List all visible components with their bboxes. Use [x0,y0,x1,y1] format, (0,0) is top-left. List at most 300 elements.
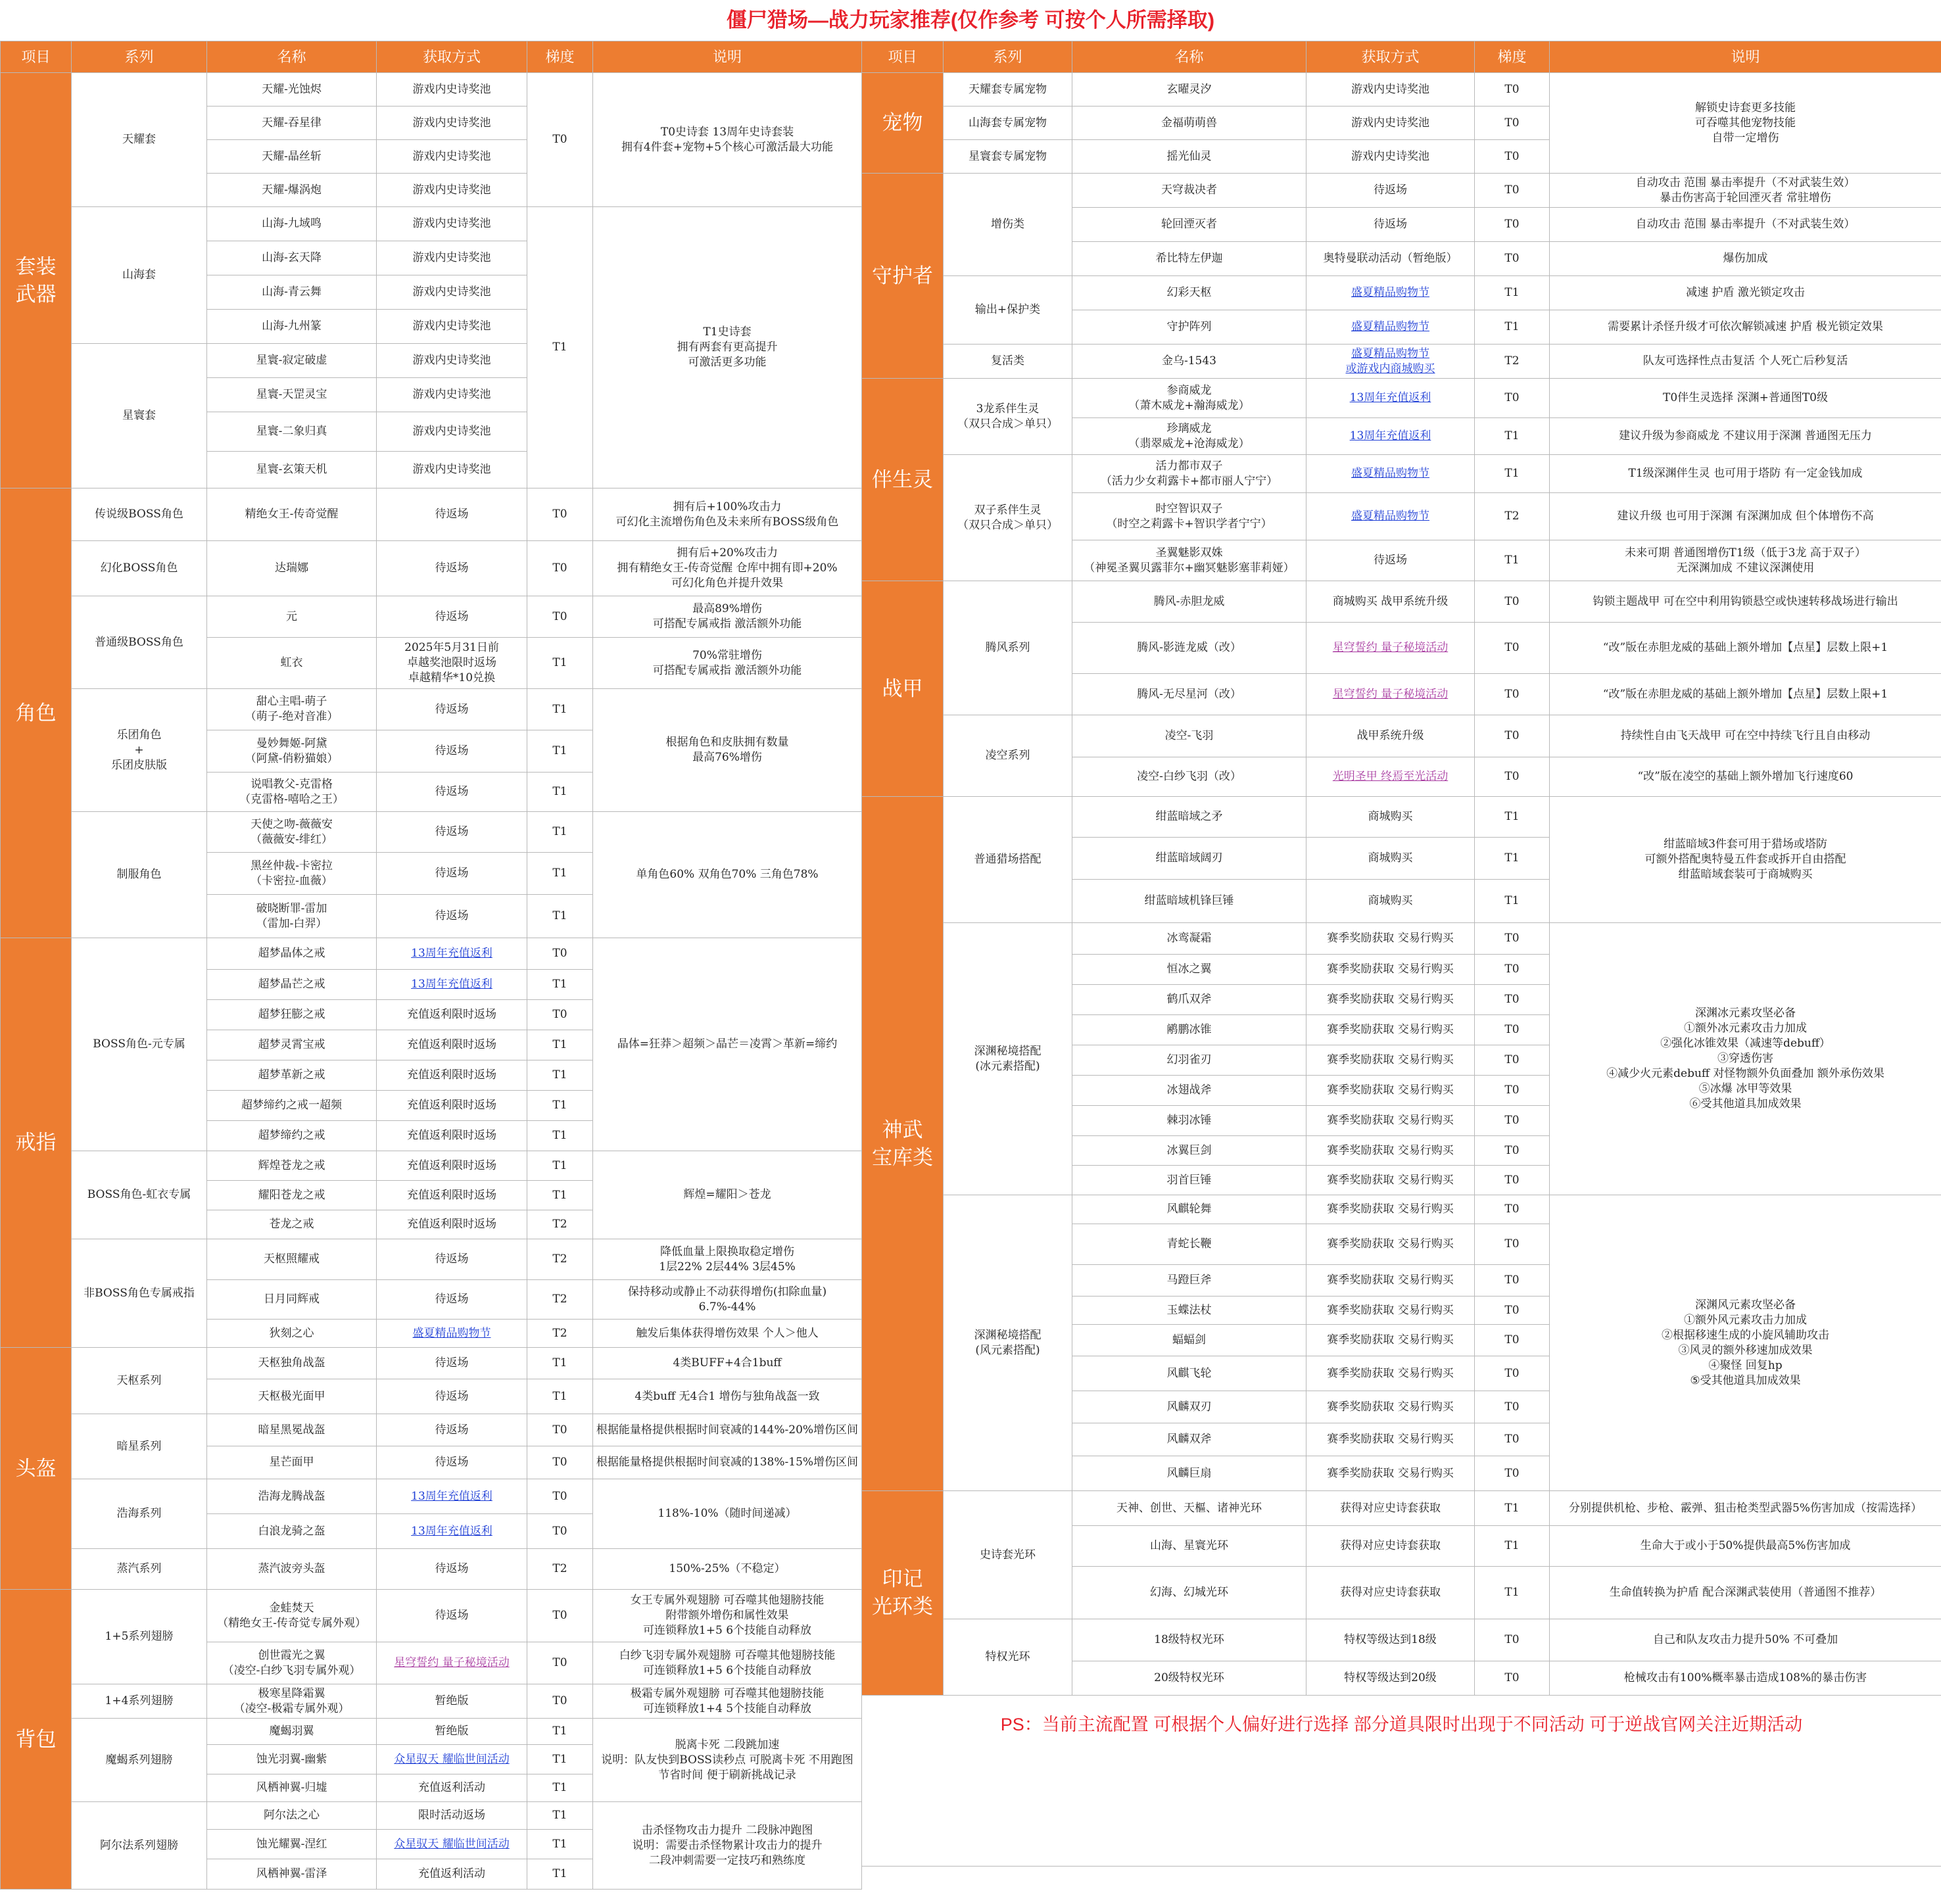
item-source: 暂绝版 [377,1684,527,1719]
note-cell: T0史诗套 13周年史诗套装 拥有4件套+宠物+5个核心可激活最大功能 [593,73,862,207]
item-name: 超梦晶体之戒 [207,938,377,970]
tier-cell: T1 [527,207,593,488]
note-cell: 需要累计杀怪升级才可依次解锁减速 护盾 极光锁定效果 [1550,310,1941,345]
item-source: 充值返利限时返场 [377,1151,527,1181]
tier-cell: T1 [1475,1526,1550,1567]
note-cell: 拥有后+20%攻击力 拥有精绝女王-传奇觉醒 仓库中拥有即+20% 可幻化角色并提升效果 [593,541,862,596]
item-name: 山海-九州篆 [207,310,377,344]
item-name: 风麟双斧 [1072,1423,1306,1456]
note-cell: 极霜专属外观翅膀 可吞噬其他翅膀技能 可连锁释放1+4 5个技能自动释放 [593,1684,862,1719]
tier-cell: T0 [1475,1661,1550,1696]
note-cell: 触发后集体获得增伤效果 个人＞他人 [593,1320,862,1348]
series-cell: 山海套 [72,207,207,344]
category-label: 印记 光环类 [862,1491,944,1696]
item-source: 获得对应史诗套获取 [1306,1491,1475,1526]
source-link[interactable]: 13周年充值返利 [1306,379,1475,418]
series-cell: 普通级BOSS角色 [72,596,207,689]
source-link[interactable]: 13周年充值返利 [377,938,527,970]
tier-cell: T1 [1475,1567,1550,1619]
tier-cell: T0 [1475,1297,1550,1325]
source-link[interactable]: 盛夏精品购物节 [1306,455,1475,493]
source-link[interactable]: 光明圣甲 终焉至光活动 [1306,757,1475,797]
note-cell: 生命大于或小于50%提供最高5%伤害加成 [1550,1526,1941,1567]
item-source: 充值返利活动 [377,1859,527,1890]
item-name: 达瑞娜 [207,541,377,596]
item-name: 超梦缔约之戒 [207,1121,377,1151]
item-source: 充值返利限时返场 [377,1030,527,1060]
item-source: 特权等级达到20级 [1306,1661,1475,1696]
tier-cell: T0 [1475,1619,1550,1661]
series-cell: 传说级BOSS角色 [72,488,207,541]
item-name: 星寰-二象归真 [207,412,377,452]
note-cell: 辉煌=耀阳＞苍龙 [593,1151,862,1239]
note-cell: 生命值转换为护盾 配合深渊武装使用（普通图不推荐） [1550,1567,1941,1619]
item-source: 赛季奖励获取 交易行购买 [1306,1356,1475,1391]
item-source: 游戏内史诗奖池 [377,412,527,452]
page-title: 僵尸猎场—战力玩家推荐(仅作参考 可按个人所需择取) [726,9,1215,32]
item-name: 风麒轮舞 [1072,1195,1306,1224]
note-cell: 爆伤加成 [1550,242,1941,276]
item-source: 获得对应史诗套获取 [1306,1526,1475,1567]
tier-cell: T0 [527,1514,593,1549]
series-cell: 凌空系列 [944,715,1072,797]
series-cell: 魔蝎系列翅膀 [72,1719,207,1802]
series-cell: 星寰套专属宠物 [944,140,1072,174]
item-source: 待返场 [377,1280,527,1320]
item-name: 暗星黑冕战盔 [207,1414,377,1446]
item-source: 赛季奖励获取 交易行购买 [1306,923,1475,955]
item-name: 虹衣 [207,638,377,689]
category-label: 背包 [1,1590,72,1890]
item-name: 蚀光耀翼-涅红 [207,1830,377,1859]
item-source: 赛季奖励获取 交易行购买 [1306,1265,1475,1297]
header-note: 说明 [1550,41,1941,73]
item-name: 星寰-玄策天机 [207,452,377,488]
item-name: 天穹裁决者 [1072,174,1306,208]
tier-cell: T0 [1475,985,1550,1015]
item-name: 风麒飞轮 [1072,1356,1306,1391]
tier-cell: T1 [527,1830,593,1859]
item-name: 山海-九域鸣 [207,207,377,241]
item-name: 超梦晶芒之戒 [207,970,377,1000]
item-source: 充值返利限时返场 [377,1060,527,1091]
tier-cell: T0 [1475,923,1550,955]
tier-cell: T0 [527,541,593,596]
header-name: 名称 [1072,41,1306,73]
item-source: 游戏内史诗奖池 [377,241,527,275]
note-cell: 绀蓝暗域3件套可用于猎场或塔防 可额外搭配奥特曼五件套或拆开自由搭配 绀蓝暗域套装可于商城购买 [1550,797,1941,923]
tier-cell: T1 [527,1091,593,1121]
item-source: 赛季奖励获取 交易行购买 [1306,1456,1475,1491]
source-link[interactable]: 13周年充值返利 [377,970,527,1000]
source-link[interactable]: 盛夏精品购物节 [1306,276,1475,310]
item-source: 赛季奖励获取 交易行购买 [1306,1045,1475,1076]
tier-cell: T1 [527,1181,593,1210]
source-link[interactable]: 盛夏精品购物节 [1306,493,1475,540]
item-source: 待返场 [1306,208,1475,242]
tier-cell: T2 [1475,493,1550,540]
item-source: 2025年5月31日前 卓越奖池限时返场 卓越精华*10兑换 [377,638,527,689]
tier-cell: T0 [1475,757,1550,797]
tier-cell: T1 [527,812,593,853]
note-cell: 4类BUFF+4合1buff [593,1348,862,1379]
note-cell: T1级深渊伴生灵 也可用于塔防 有一定金钱加成 [1550,455,1941,493]
tier-cell: T1 [1475,276,1550,310]
item-source: 游戏内史诗奖池 [377,452,527,488]
tier-cell: T0 [1475,1391,1550,1423]
item-name: 天耀-晶丝斩 [207,140,377,174]
item-name: 天耀-爆涡炮 [207,174,377,207]
source-link[interactable]: 盛夏精品购物节 [1306,310,1475,345]
item-name: 星芒面甲 [207,1446,377,1479]
source-link[interactable]: 13周年充值返利 [1306,418,1475,455]
header-item: 项目 [1,41,72,73]
note-cell: 女王专属外观翅膀 可吞噬其他翅膀技能 附带额外增伤和属性效果 可连锁释放1+5 6个技能自动释放 [593,1590,862,1642]
item-name: 创世霞光之翼 （凌空-白纱飞羽专属外观） [207,1642,377,1684]
tier-cell: T1 [527,1151,593,1181]
item-name: 精绝女王-传奇觉醒 [207,488,377,541]
item-source: 待返场 [377,1549,527,1590]
item-name: 珍璃威龙 （翡翠威龙+沧海威龙） [1072,418,1306,455]
item-name: 轮回湮灭者 [1072,208,1306,242]
item-source: 充值返利限时返场 [377,1181,527,1210]
note-cell: 最高89%增伤 可搭配专属戒指 激活额外功能 [593,596,862,638]
category-label: 头盔 [1,1348,72,1590]
item-name: 狄刻之心 [207,1320,377,1348]
tier-cell: T0 [527,1446,593,1479]
item-name: 黑丝仲裁-卡密拉 （卡密拉-血薇） [207,853,377,895]
item-name: 绀蓝暗域机锋巨锤 [1072,880,1306,923]
note-cell: 深渊冰元素攻坚必备 ①额外冰元素攻击力加成 ②强化冰锥效果（减速等debuff） ③穿透伤害 ④减少火元素debuff 对怪物额外负面叠加 额外承伤效果 ⑤冰爆 冰甲等效果 ⑥受其他道具加成效果 [1550,923,1941,1195]
tier-cell: T0 [1475,1015,1550,1045]
item-name: 金福萌萌兽 [1072,107,1306,140]
item-name: 天使之吻-薇薇安 （薇薇安-绯红） [207,812,377,853]
item-source: 待返场 [377,1348,527,1379]
tier-cell: T1 [1475,797,1550,838]
item-name: 20级特权光环 [1072,1661,1306,1696]
item-source: 游戏内史诗奖池 [377,310,527,344]
item-name: 超梦灵霄宝戒 [207,1030,377,1060]
source-link[interactable]: 盛夏精品购物节 或游戏内商城购买 [1306,345,1475,379]
item-name: 阿尔法之心 [207,1802,377,1830]
source-link[interactable]: 13周年充值返利 [377,1514,527,1549]
item-source: 赛季奖励获取 交易行购买 [1306,1106,1475,1136]
tier-cell: T1 [527,1379,593,1414]
series-cell: 星寰套 [72,344,207,488]
source-link[interactable]: 13周年充值返利 [377,1479,527,1514]
source-link[interactable]: 星穹誓约 量子秘境活动 [377,1642,527,1684]
tier-cell: T0 [527,938,593,970]
item-name: 摇光仙灵 [1072,140,1306,174]
ps-note: PS：当前主流配置 可根据个人偏好进行选择 部分道具限时出现于不同活动 可于逆战官网关注近期活动 [862,1696,1941,1755]
item-name: 白浪龙骑之盔 [207,1514,377,1549]
item-name: 日月同辉戒 [207,1280,377,1320]
header-tier: 梯度 [1475,41,1550,73]
item-name: 青蛇长鞭 [1072,1224,1306,1265]
item-name: 金蛙焚天 （精绝女王-传奇觉专属外观） [207,1590,377,1642]
item-source: 游戏内史诗奖池 [377,174,527,207]
tier-cell: T0 [1475,1166,1550,1195]
item-name: 天耀-吞星律 [207,107,377,140]
category-label: 戒指 [1,938,72,1348]
item-source: 赛季奖励获取 交易行购买 [1306,1325,1475,1356]
header-tier: 梯度 [527,41,593,73]
source-link[interactable]: 众星驭天 耀临世间活动 [377,1830,527,1859]
series-cell: 山海套专属宠物 [944,107,1072,140]
item-name: 山海-玄天降 [207,241,377,275]
note-cell: 根据能量格提供根据时间衰减的138%-15%增伤区间 [593,1446,862,1479]
item-source: 待返场 [377,895,527,938]
tier-cell: T2 [1475,345,1550,379]
item-source: 待返场 [377,689,527,730]
item-source: 赛季奖励获取 交易行购买 [1306,1076,1475,1106]
item-name: 希比特左伊迦 [1072,242,1306,276]
source-link[interactable]: 星穹誓约 量子秘境活动 [1306,674,1475,715]
tier-cell: T0 [527,1642,593,1684]
header-source: 获取方式 [377,41,527,73]
tier-cell: T0 [1475,379,1550,418]
note-cell: 单角色60% 双角色70% 三角色78% [593,812,862,938]
tier-cell: T0 [1475,623,1550,674]
item-name: 恒冰之翼 [1072,955,1306,985]
item-name: 腾风-无尽星河（改） [1072,674,1306,715]
item-name: 金乌-1543 [1072,345,1306,379]
series-cell: 双子系伴生灵 （双只合成＞单只） [944,455,1072,581]
header-note: 说明 [593,41,862,73]
tier-cell: T2 [527,1549,593,1590]
item-name: 鹇鹏冰锥 [1072,1015,1306,1045]
item-name: 幻羽雀刃 [1072,1045,1306,1076]
series-cell: 乐团角色 + 乐团皮肤版 [72,689,207,812]
source-link[interactable]: 星穹誓约 量子秘境活动 [1306,623,1475,674]
item-source: 充值返利限时返场 [377,1000,527,1030]
note-cell: 保持移动或静止不动获得增伤(扣除血量) 6.7%-44% [593,1280,862,1320]
tier-cell: T0 [527,1479,593,1514]
item-source: 赛季奖励获取 交易行购买 [1306,985,1475,1015]
item-name: 风栖神翼-雷泽 [207,1859,377,1890]
tier-cell: T0 [1475,1076,1550,1106]
category-label: 角色 [1,488,72,938]
item-name: 天枢照耀戒 [207,1239,377,1280]
note-cell: T1史诗套 拥有两套有更高提升 可激活更多功能 [593,207,862,488]
tier-cell: T1 [1475,1491,1550,1526]
item-name: 浩海龙腾战盔 [207,1479,377,1514]
tier-cell: T1 [527,895,593,938]
header-name: 名称 [207,41,377,73]
item-source: 赛季奖励获取 交易行购买 [1306,1297,1475,1325]
item-name: 苍龙之戒 [207,1210,377,1239]
item-name: 蒸汽波旁头盔 [207,1549,377,1590]
tier-cell: T1 [1475,540,1550,581]
series-cell: 幻化BOSS角色 [72,541,207,596]
item-name: 星寰-寂定破虚 [207,344,377,378]
item-source: 获得对应史诗套获取 [1306,1567,1475,1619]
tier-cell: T1 [527,1745,593,1774]
category-label: 宠物 [862,73,944,174]
note-cell: 队友可选择性点击复活 个人死亡后秒复活 [1550,345,1941,379]
note-cell: 建议升级 也可用于深渊 有深渊加成 但个体增伤不高 [1550,493,1941,540]
item-name: 马蹬巨斧 [1072,1265,1306,1297]
left-table [0,41,862,1890]
tier-cell: T0 [1475,242,1550,276]
item-source: 游戏内史诗奖池 [377,344,527,378]
tier-cell: T0 [1475,581,1550,623]
item-name: 风麟双刃 [1072,1391,1306,1423]
item-source: 游戏内史诗奖池 [1306,73,1475,107]
item-name: 说唱教父-克雷格 （克雷格-嘻哈之王） [207,773,377,812]
tier-cell: T1 [527,1348,593,1379]
item-source: 待返场 [377,1446,527,1479]
note-cell: 减速 护盾 激光锁定攻击 [1550,276,1941,310]
series-cell: 制服角色 [72,812,207,938]
item-name: 玉蝶法杖 [1072,1297,1306,1325]
item-name: 天神、创世、天樞、诸神光环 [1072,1491,1306,1526]
item-name: 天枢极光面甲 [207,1379,377,1414]
series-cell: 史诗套光环 [944,1491,1072,1619]
item-name: 辉煌苍龙之戒 [207,1151,377,1181]
item-name: 甜心主唱-萌子 （萌子-绝对音准） [207,689,377,730]
item-source: 待返场 [1306,174,1475,208]
tier-cell: T1 [527,730,593,773]
series-cell: 1+5系列翅膀 [72,1590,207,1684]
item-name: 超梦狂膨之戒 [207,1000,377,1030]
tier-cell: T1 [527,1719,593,1745]
tier-cell: T0 [1475,1356,1550,1391]
note-cell: 70%常驻增伤 可搭配专属戒指 激活额外功能 [593,638,862,689]
item-name: 曼妙舞姬-阿黛 （阿黛-俏粉猫娘） [207,730,377,773]
tier-cell: T0 [1475,1045,1550,1076]
item-source: 待返场 [377,596,527,638]
tier-cell: T1 [1475,455,1550,493]
series-cell: 特权光环 [944,1619,1072,1696]
item-name: 极寒星降霜翼 （凌空-极霜专属外观） [207,1684,377,1719]
item-source: 待返场 [377,1414,527,1446]
category-label: 战甲 [862,581,944,797]
item-source: 赛季奖励获取 交易行购买 [1306,1391,1475,1423]
item-name: 山海、星寰光环 [1072,1526,1306,1567]
tier-cell: T0 [527,1590,593,1642]
item-source: 游戏内史诗奖池 [377,207,527,241]
item-name: 蝠蝠剑 [1072,1325,1306,1356]
note-cell: 根据能量格提供根据时间衰减的144%-20%增伤区间 [593,1414,862,1446]
note-cell: 脱离卡死 二段跳加速 说明：队友快到BOSS读秒点 可脱离卡死 不用跑图 节省时间 便于刷新挑战记录 [593,1719,862,1802]
item-name: 参商威龙 （萧木威龙+瀚海威龙） [1072,379,1306,418]
tier-cell: T0 [1475,1106,1550,1136]
series-cell: 普通猎场搭配 [944,797,1072,923]
item-name: 玄曜灵汐 [1072,73,1306,107]
item-name: 绀蓝暗域阔刃 [1072,838,1306,880]
tier-cell: T2 [527,1239,593,1280]
item-name: 天耀-光蚀烬 [207,73,377,107]
tier-cell: T0 [1475,955,1550,985]
tier-cell: T0 [1475,1325,1550,1356]
series-cell: 暗星系列 [72,1414,207,1479]
tier-cell: T0 [1475,1136,1550,1166]
item-source: 赛季奖励获取 交易行购买 [1306,1224,1475,1265]
note-cell: T0伴生灵选择 深渊+普通图T0级 [1550,379,1941,418]
header-source: 获取方式 [1306,41,1475,73]
item-source: 待返场 [377,853,527,895]
item-source: 充值返利活动 [377,1774,527,1802]
item-source: 待返场 [377,773,527,812]
series-cell: 输出+保护类 [944,276,1072,345]
item-name: 天枢独角战盔 [207,1348,377,1379]
series-cell: 天枢系列 [72,1348,207,1414]
note-cell: 击杀怪物攻击力提升 二段脉冲跑图 说明：需要击杀怪物累计攻击力的提升 二段冲刺需要一定技巧和熟练度 [593,1802,862,1890]
tier-cell: T1 [1475,418,1550,455]
tier-cell: T1 [527,773,593,812]
item-source: 战甲系统升级 [1306,715,1475,757]
item-source: 待返场 [1306,540,1475,581]
item-source: 赛季奖励获取 交易行购买 [1306,1136,1475,1166]
item-source: 游戏内史诗奖池 [377,107,527,140]
header-series: 系列 [944,41,1072,73]
item-source: 待返场 [377,812,527,853]
item-source: 游戏内史诗奖池 [1306,140,1475,174]
tier-cell: T0 [527,488,593,541]
item-source: 待返场 [377,541,527,596]
item-source: 限时活动返场 [377,1802,527,1830]
item-name: 耀阳苍龙之戒 [207,1181,377,1210]
blank-area [862,1755,1941,1867]
tier-cell: T2 [527,1280,593,1320]
tier-cell: T0 [1475,73,1550,107]
header-series: 系列 [72,41,207,73]
note-cell: 自己和队友攻击力提升50% 不可叠加 [1550,1619,1941,1661]
tier-cell: T0 [1475,1265,1550,1297]
item-name: 凌空-白纱飞羽（改） [1072,757,1306,797]
note-cell: 建议升级为参商威龙 不建议用于深渊 普通图无压力 [1550,418,1941,455]
tier-cell: T1 [527,970,593,1000]
tier-cell: T1 [527,1802,593,1830]
item-source: 充值返利限时返场 [377,1091,527,1121]
series-cell: 阿尔法系列翅膀 [72,1802,207,1890]
note-cell: 根据角色和皮肤拥有数量 最高76%增伤 [593,689,862,812]
series-cell: BOSS角色-虹衣专属 [72,1151,207,1239]
tier-cell: T0 [527,1000,593,1030]
tier-cell: T0 [1475,140,1550,174]
series-cell: 浩海系列 [72,1479,207,1549]
item-name: 超梦缔约之戒一超频 [207,1091,377,1121]
item-name: 18级特权光环 [1072,1619,1306,1661]
item-source: 游戏内史诗奖池 [377,73,527,107]
note-cell: 自动攻击 范围 暴击率提升（不对武装生效） 暴击伤害高于轮回湮灭者 常驻增伤 [1550,174,1941,208]
series-cell: 深渊秘境搭配 (风元素搭配) [944,1195,1072,1491]
item-source: 暂绝版 [377,1719,527,1745]
source-link[interactable]: 众星驭天 耀临世间活动 [377,1745,527,1774]
tier-cell: T0 [1475,1195,1550,1224]
note-cell: 钩锁主题战甲 可在空中利用钩锁悬空或快速转移战场进行输出 [1550,581,1941,623]
item-name: 守护阵列 [1072,310,1306,345]
note-cell: 自动攻击 范围 暴击率提升（不对武装生效） [1550,208,1941,242]
item-source: 待返场 [377,1590,527,1642]
source-link[interactable]: 盛夏精品购物节 [377,1320,527,1348]
item-source: 待返场 [377,488,527,541]
item-source: 游戏内史诗奖池 [377,378,527,412]
item-name: 幻海、幻城光环 [1072,1567,1306,1619]
item-name: 风麟巨扇 [1072,1456,1306,1491]
item-source: 游戏内史诗奖池 [377,275,527,310]
tier-cell: T1 [527,1774,593,1802]
item-source: 待返场 [377,1379,527,1414]
item-name: 幻彩天枢 [1072,276,1306,310]
item-source: 游戏内史诗奖池 [1306,107,1475,140]
tier-cell: T1 [527,1121,593,1151]
item-name: 蚀光羽翼-幽紫 [207,1745,377,1774]
item-name: 星寰-天罡灵宝 [207,378,377,412]
tier-cell: T0 [1475,715,1550,757]
note-cell: 降低血量上限换取稳定增伤 1层22% 2层44% 3层45% [593,1239,862,1280]
